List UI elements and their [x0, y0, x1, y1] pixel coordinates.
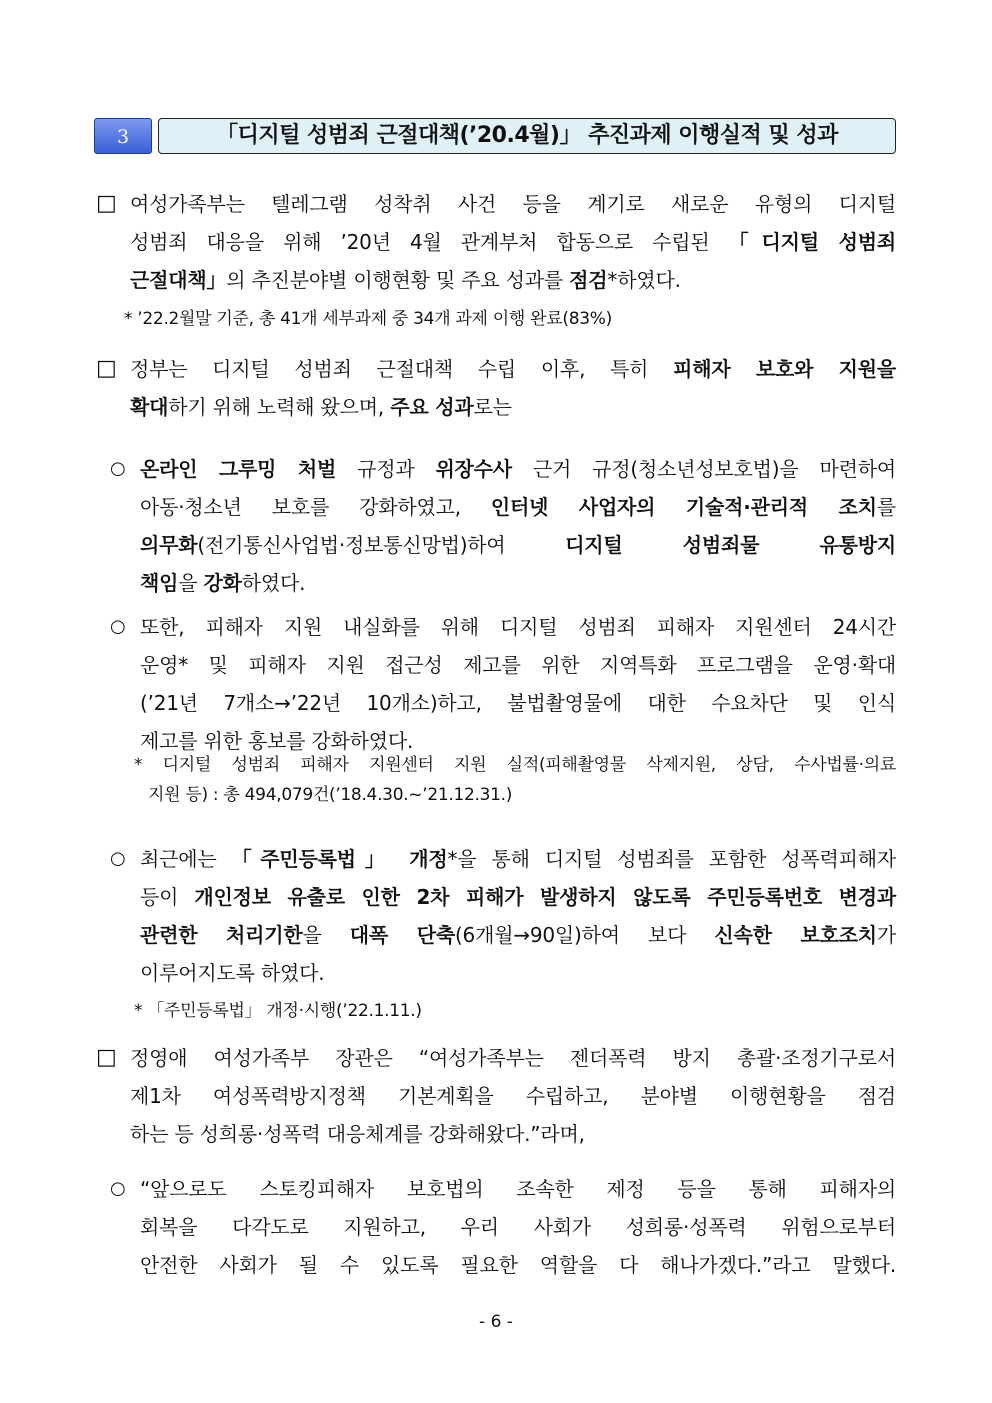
text-line: 또한, 피해자 지원 내실화를 위해 디지털 성범죄 피해자 지원센터 24시간	[140, 615, 896, 639]
text-line: “앞으로도 스토킹피해자 보호법의 조속한 제정 등을 통해 피해자의	[140, 1177, 896, 1201]
paragraph-2	[130, 350, 896, 426]
item-4	[140, 1170, 896, 1284]
text-line: 여성가족부는 텔레그램 성착취 사건 등을 계기로 새로운 유형의 디지털	[130, 192, 896, 216]
text-line: 확대하기 위해 노력해 왔으며, 주요 성과로는	[130, 395, 512, 419]
text-line: 아동·청소년 보호를 강화하였고, 인터넷 사업자의 기술적·관리적 조치를	[140, 495, 896, 519]
item-1	[140, 450, 896, 602]
square-bullet: □	[96, 191, 117, 216]
circle-bullet: ○	[110, 616, 126, 637]
text-line: 제고를 위한 홍보를 강화하였다.	[140, 729, 414, 753]
text-line: (’21년 7개소→’22년 10개소)하고, 불법촬영물에 대한 수요차단 및 인식	[140, 691, 896, 715]
page-number: - 6 -	[479, 1312, 513, 1332]
text-line: 하는 등 성희롱·성폭력 대응체계를 강화해왔다.”라며,	[130, 1122, 585, 1146]
text-line: 회복을 다각도로 지원하고, 우리 사회가 성희롱·성폭력 위험으로부터	[140, 1215, 896, 1239]
paragraph-3	[130, 1039, 896, 1153]
paragraph-1	[130, 185, 896, 299]
item-3	[140, 840, 896, 992]
text-line: 관련한 처리기한을 대폭 단축(6개월→90일)하여 보다 신속한 보호조치가	[140, 923, 896, 947]
text-line: 안전한 사회가 될 수 있도록 필요한 역할을 다 해나가겠다.”라고 말했다.	[140, 1253, 896, 1277]
text-line: 책임을 강화하였다.	[140, 571, 306, 595]
text-line: 근절대책」의 추진분야별 이행현황 및 주요 성과를 점검*하였다.	[130, 268, 681, 292]
circle-bullet: ○	[110, 1178, 126, 1199]
text-line: 정부는 디지털 성범죄 근절대책 수립 이후, 특히 피해자 보호와 지원을	[130, 357, 896, 381]
text-line: 등이 개인정보 유출로 인한 2차 피해가 발생하지 않도록 주민등록번호 변경과	[140, 885, 896, 909]
text-line: 최근에는 「주민등록법」 개정*을 통해 디지털 성범죄를 포함한 성폭력피해자	[140, 847, 897, 871]
text-line: 의무화(전기통신사업법·정보통신망법)하여 디지털 성범죄물 유통방지	[140, 533, 896, 557]
circle-bullet: ○	[110, 458, 126, 479]
footnote: * 디지털 성범죄 피해자 지원센터 지원 실적(피해촬영물 삭제지원, 상담, 수사법률·의료 지원 등) : 총 494,079건(’18.4.30.~’21.12.31.)	[134, 755, 896, 805]
text-line: 정영애 여성가족부 장관은 “여성가족부는 젠더폭력 방지 총괄·조정기구로서	[130, 1046, 896, 1070]
item-2	[140, 608, 896, 760]
square-bullet: □	[96, 356, 117, 381]
section-number-badge: 3	[94, 118, 152, 154]
text-line: 이루어지도록 하였다.	[140, 961, 325, 985]
circle-bullet: ○	[110, 848, 126, 869]
square-bullet: □	[96, 1045, 117, 1070]
section-header	[94, 118, 896, 156]
text-line: 운영* 및 피해자 지원 접근성 제고를 위한 지역특화 프로그램을 운영·확대	[140, 653, 896, 677]
text-line: 제1차 여성폭력방지정책 기본계획을 수립하고, 분야별 이행현황을 점검	[130, 1084, 896, 1108]
footnote: * 「주민등록법」 개정·시행(’22.1.11.)	[134, 1001, 422, 1021]
text-line: 온라인 그루밍 처벌 규정과 위장수사 근거 규정(청소년성보호법)을 마련하여	[140, 457, 896, 481]
section-title: 「디지털 성범죄 근절대책(’20.4월)」 추진과제 이행실적 및 성과	[158, 118, 896, 154]
footnote: * ’22.2월말 기준, 총 41개 세부과제 중 34개 과제 이행 완료(83%)	[124, 309, 612, 329]
text-line: 성범죄 대응을 위해 ’20년 4월 관계부처 합동으로 수립된 「디지털 성범죄	[130, 230, 896, 254]
